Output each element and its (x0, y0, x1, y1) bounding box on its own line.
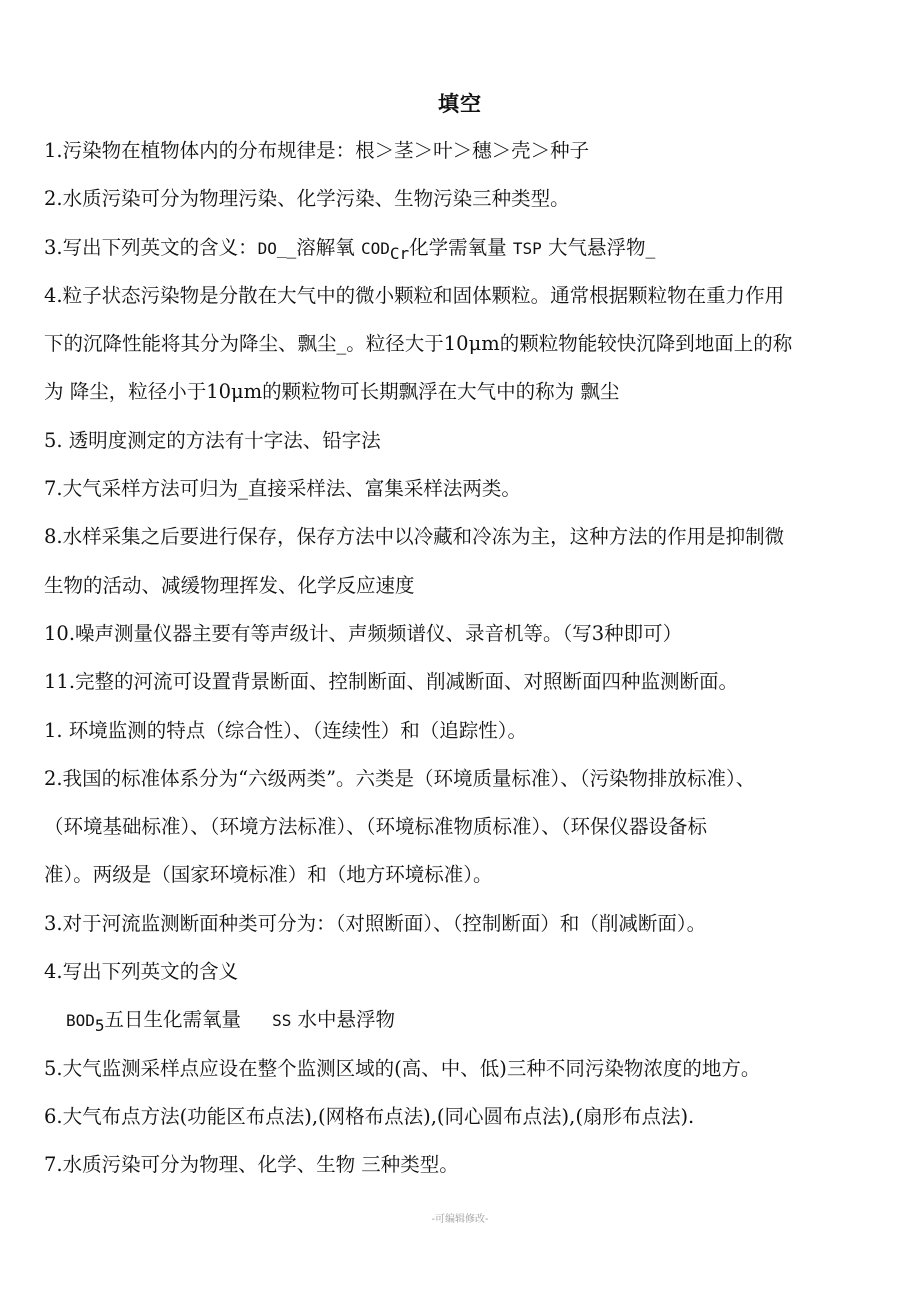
text-line: 4.粒子状态污染物是分散在大气中的微小颗粒和固体颗粒。通常根据颗粒物在重力作用 (44, 283, 785, 307)
ss-label: SS (272, 1011, 292, 1031)
text-line: 2.水质污染可分为物理污染、化学污染、生物污染三种类型。 (44, 187, 570, 211)
text-line: 4.写出下列英文的含义 (44, 960, 239, 984)
ss-meaning: 水中悬浮物 (297, 1008, 396, 1032)
bod-meaning: 五日生化需氧量 (104, 1008, 242, 1032)
cod-label: COD (360, 238, 390, 258)
bod-label: BOD (66, 1011, 95, 1031)
bod-subscript: 5 (94, 1016, 105, 1036)
text-line: 8.水样采集之后要进行保存，保存方法中以冷藏和冷冻为主，这种方法的作用是抑制微 (44, 525, 785, 549)
text-line: 为 降尘，粒径小于10μm的颗粒物可长期飘浮在大气中的称为 飘尘 (44, 380, 620, 404)
tsp-meaning: 大气悬浮物_ (547, 235, 656, 259)
text-line: 1.污染物在植物体内的分布规律是：根＞茎＞叶＞穗＞壳＞种子 (44, 139, 590, 162)
cod-subscript: Cr (389, 243, 410, 263)
do-label: DO_ (257, 238, 287, 258)
text-line: 2.我国的标准体系分为“六级两类”。六类是（环境质量标准）、（污染物排放标准）、 (44, 766, 756, 790)
text-line: 11.完整的河流可设置背景断面、控制断面、削减断面、对照断面四种监测断面。 (44, 670, 739, 694)
line-prefix: 3.写出下列英文的含义： (44, 235, 258, 259)
do-meaning: _溶解氧 (286, 235, 361, 259)
text-line-english-terms (44, 224, 876, 272)
text-line: 5.大气监测采样点应设在整个监测区域的(高、中、低)三种不同污染物浓度的地方。 (44, 1056, 761, 1080)
text-line: 10.噪声测量仪器主要有等声级计、声频频谱仪、录音机等。（写3种即可） (44, 621, 683, 645)
cod-meaning: 化学需氧量 (409, 235, 513, 259)
tsp-label: TSP (512, 238, 542, 258)
text-line: 6.大气布点方法(功能区布点法),(网格布点法),(同心圆布点法),(扇形布点法). (44, 1104, 695, 1128)
page-footer: -可编辑修改- (431, 1214, 489, 1225)
text-line: 下的沉降性能将其分为降尘、飘尘_。粒径大于10μm的颗粒物能较快沉降到地面上的称 (44, 332, 793, 356)
text-line: 1. 环境监测的特点（综合性）、（连续性）和（追踪性）。 (44, 718, 528, 742)
text-line: 7.大气采样方法可归为_直接采样法、富集采样法两类。 (44, 477, 521, 501)
text-line: 3.对于河流监测断面种类可分为：（对照断面）、（控制断面）和（削减断面）。 (44, 911, 707, 935)
document-body (44, 127, 876, 1190)
text-line: 5. 透明度测定的方法有十字法、铅字法 (44, 428, 381, 452)
text-line-bod-ss (44, 996, 876, 1044)
text-line: 生物的活动、减缓物理挥发、化学反应速度 (44, 573, 415, 597)
text-line: 准）。两级是（国家环境标准）和（地方环境标准）。 (44, 863, 493, 887)
text-line: （环境基础标准）、（环境方法标准）、（环境标准物质标准）、（环保仪器设备标 (44, 815, 708, 839)
text-line: 7.水质污染可分为物理、化学、生物 三种类型。 (44, 1153, 459, 1177)
page-title: 填空 (438, 91, 482, 116)
